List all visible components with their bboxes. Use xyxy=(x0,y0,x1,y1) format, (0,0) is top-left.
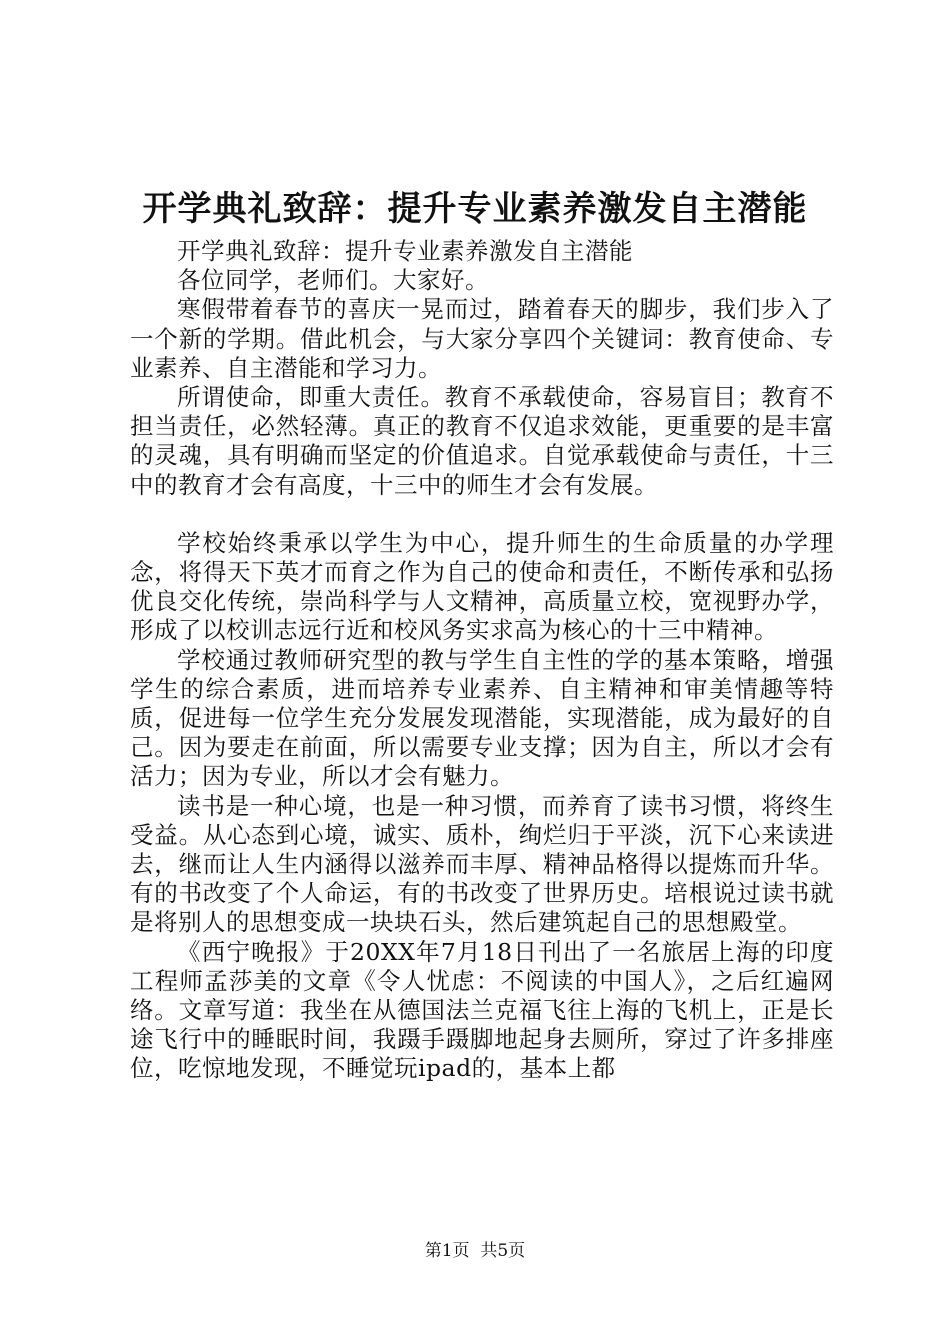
paragraph-newspaper: 《西宁晚报》于20XX年7月18日刊出了一名旅居上海的印度工程师孟莎美的文章《令人忧虑：不阅读的中国人》，之后红遍网络。文章写道：我坐在从德国法兰克福飞往上海的飞机上，正是长途飞行中的睡眠时间，我蹑手蹑脚地起身去厕所，穿过了许多排座位，吃惊地发现，不睡觉玩ipad的，基本上都 xyxy=(130,937,834,1083)
paragraph-intro: 寒假带着春节的喜庆一晃而过，踏着春天的脚步，我们步入了一个新的学期。借此机会，与大家分享四个关键词：教育使命、专业素养、自主潜能和学习力。 xyxy=(130,295,834,382)
paragraph-mission: 所谓使命，即重大责任。教育不承载使命，容易盲目；教育不担当责任，必然轻薄。真正的教育不仅追求效能，更重要的是丰富的灵魂，具有明确而坚定的价值追求。自觉承载使命与责任，十三中的教育才会有高度，十三中的师生才会有发展。 xyxy=(130,383,834,499)
paragraph-strategy: 学校通过教师研究型的教与学生自主性的学的基本策略，增强学生的综合素质，进而培养专业素养、自主精神和审美情趣等特质，促进每一位学生充分发展发现潜能，实现潜能，成为最好的自己。因为要走在前面，所以需要专业支撑；因为自主，所以才会有活力；因为专业，所以才会有魅力。 xyxy=(130,645,834,791)
document-title: 开学典礼致辞：提升专业素养激发自主潜能 xyxy=(142,189,808,229)
paragraph-reading: 读书是一种心境，也是一种习惯，而养育了读书习惯，将终生受益。从心态到心境，诚实、质朴，绚烂归于平淡，沉下心来读进去，继而让人生内涵得以滋养而丰厚、精神品格得以提炼而升华。有的书改变了个人命运，有的书改变了世界历史。培根说过读书就是将别人的思想变成一块块石头，然后建筑起自己的思想殿堂。 xyxy=(130,791,834,937)
paragraph-subtitle: 开学典礼致辞：提升专业素养激发自主潜能 xyxy=(177,237,633,265)
paragraph-school-philosophy: 学校始终秉承以学生为中心，提升师生的生命质量的办学理念，将得天下英才而育之作为自己的使命和责任，不断传承和弘扬优良交化传统，崇尚科学与人文精神，高质量立校，宽视野办学，形成了以校训志远行近和校风务实求高为核心的十三中精神。 xyxy=(130,528,834,645)
paragraph-greeting: 各位同学，老师们。大家好。 xyxy=(177,266,489,295)
page-indicator: 第1页 共5页 xyxy=(424,1241,526,1261)
document-body xyxy=(130,237,834,1084)
